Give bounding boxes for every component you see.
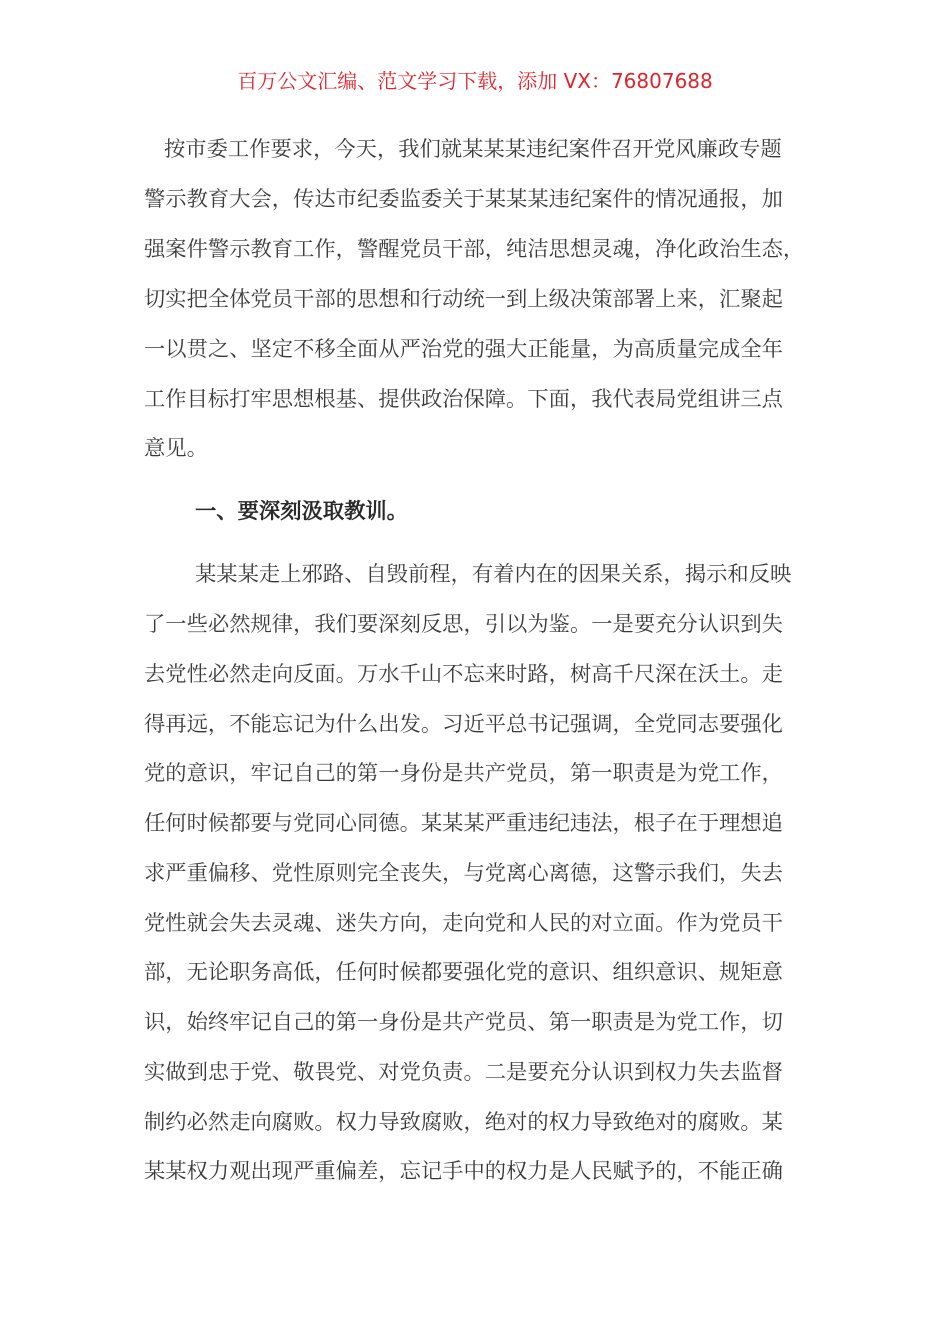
text-line: 求严重偏移、党性原则完全丧失，与党离心离德，这警示我们，失去 <box>144 861 783 886</box>
text-line: 某某权力观出现严重偏差，忘记手中的权力是人民赋予的，不能正确 <box>144 1159 783 1184</box>
text-line: 党的意识，牢记自己的第一身份是共产党员，第一职责是为党工作， <box>144 761 783 786</box>
text-line: 强案件警示教育工作，警醒党员干部，纯洁思想灵魂，净化政治生态， <box>144 237 805 262</box>
text-line: 一以贯之、坚定不移全面从严治党的强大正能量，为高质量完成全年 <box>144 337 783 362</box>
text-line: 识，始终牢记自己的第一身份是共产党员、第一职责是为党工作，切 <box>144 1010 783 1035</box>
text-line: 切实把全体党员干部的思想和行动统一到上级决策部署上来，汇聚起 <box>144 287 783 312</box>
text-line: 党性就会失去灵魂、迷失方向，走向党和人民的对立面。作为党员干 <box>144 911 783 936</box>
section-heading: 一、要深刻汲取教训。 <box>195 499 408 524</box>
watermark-header: 百万公文汇编、范文学习下载，添加 VX：76807688 <box>237 69 713 93</box>
text-line: 了一些必然规律，我们要深刻反思，引以为鉴。一是要充分认识到失 <box>144 612 783 637</box>
text-line: 得再远，不能忘记为什么出发。习近平总书记强调，全党同志要强化 <box>144 712 783 737</box>
text-line: 按市委工作要求，今天，我们就某某某违纪案件召开党风廉政专题 <box>164 137 782 162</box>
text-line: 部，无论职务高低，任何时候都要强化党的意识、组织意识、规矩意 <box>144 960 783 985</box>
text-line: 工作目标打牢思想根基、提供政治保障。下面，我代表局党组讲三点 <box>144 387 783 412</box>
text-line: 某某某走上邪路、自毁前程，有着内在的因果关系，揭示和反映 <box>195 562 792 587</box>
text-line: 警示教育大会，传达市纪委监委关于某某某违纪案件的情况通报，加 <box>144 187 783 212</box>
text-line: 任何时候都要与党同心同德。某某某严重违纪违法，根子在于理想追 <box>144 811 783 836</box>
text-line: 实做到忠于党、敬畏党、对党负责。二是要充分认识到权力失去监督 <box>144 1060 783 1085</box>
text-line: 意见。 <box>144 436 208 461</box>
text-line: 制约必然走向腐败。权力导致腐败，绝对的权力导致绝对的腐败。某 <box>144 1110 783 1135</box>
text-line: 去党性必然走向反面。万水千山不忘来时路，树高千尺深在沃土。走 <box>144 662 783 687</box>
